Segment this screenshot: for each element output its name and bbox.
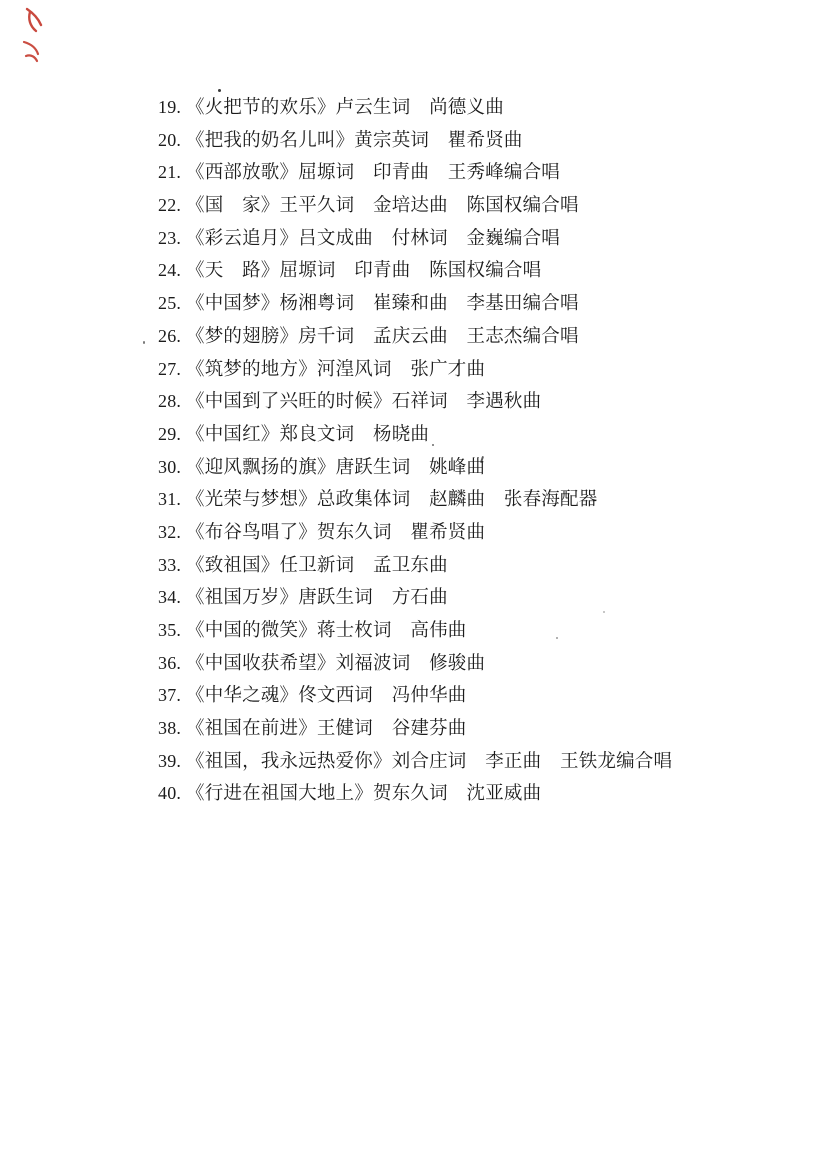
list-item xyxy=(158,391,672,424)
list-item xyxy=(158,424,672,457)
item-text: 《致祖国》任卫新词 孟卫东曲 xyxy=(186,555,448,576)
list-item xyxy=(158,457,672,490)
item-number: 21. xyxy=(158,162,182,183)
list-item xyxy=(158,653,672,686)
item-number: 28. xyxy=(158,391,182,412)
list-item xyxy=(158,130,672,163)
item-text: 《把我的奶名儿叫》黄宗英词 瞿希贤曲 xyxy=(186,130,523,151)
list-item xyxy=(158,228,672,261)
item-number: 19. xyxy=(158,97,182,117)
list-item xyxy=(158,718,672,751)
item-text: 《火把节的欢乐》卢云生词 尚德义曲 xyxy=(186,98,504,118)
item-text: 《西部放歌》屈塬词 印青曲 王秀峰编合唱 xyxy=(186,163,561,184)
item-text: 《中国红》郑良文词 杨晓曲 xyxy=(186,424,430,445)
item-number: 25. xyxy=(158,293,182,314)
list-item xyxy=(158,783,672,816)
list-item xyxy=(158,97,672,130)
item-text: 《中华之魂》佟文西词 冯仲华曲 xyxy=(186,686,467,707)
item-number: 32. xyxy=(158,521,182,542)
list-item xyxy=(158,587,672,620)
list-item xyxy=(158,195,672,228)
item-text: 《布谷鸟唱了》贺东久词 瞿希贤曲 xyxy=(186,522,486,543)
list-item xyxy=(158,620,672,653)
item-number: 23. xyxy=(158,227,182,248)
item-text: 《祖国，我永远热爱你》刘合庄词 李正曲 王铁龙编合唱 xyxy=(186,751,673,772)
list-item xyxy=(158,522,672,555)
red-pen-marks xyxy=(0,0,60,75)
item-number: 27. xyxy=(158,358,182,379)
item-number: 24. xyxy=(158,260,182,281)
list-item xyxy=(158,260,672,293)
item-text: 《行进在祖国大地上》贺东久词 沈亚威曲 xyxy=(186,784,542,805)
list-item xyxy=(158,326,672,359)
item-text: 《国 家》王平久词 金培达曲 陈国权编合唱 xyxy=(186,196,579,217)
item-number: 31. xyxy=(158,489,182,510)
list-item xyxy=(158,162,672,195)
item-number: 40. xyxy=(158,783,182,804)
item-text: 《光荣与梦想》总政集体词 赵麟曲 张春海配器 xyxy=(186,490,598,511)
item-number: 38. xyxy=(158,718,182,739)
item-text: 《彩云追月》吕文成曲 付林词 金巍编合唱 xyxy=(186,228,561,249)
list-item xyxy=(158,751,672,784)
item-number: 30. xyxy=(158,456,182,477)
item-number: 33. xyxy=(158,554,182,575)
item-text: 《祖国在前进》王健词 谷建芬曲 xyxy=(186,719,467,740)
item-number: 37. xyxy=(158,685,182,706)
item-number: 36. xyxy=(158,652,182,673)
item-text: 《祖国万岁》唐跃生词 方石曲 xyxy=(186,588,448,609)
item-number: 39. xyxy=(158,750,182,771)
item-number: 34. xyxy=(158,587,182,608)
item-number: 35. xyxy=(158,620,182,640)
list-item xyxy=(158,555,672,588)
item-text: 《梦的翅膀》房千词 孟庆云曲 王志杰编合唱 xyxy=(186,326,579,347)
item-text: 《中国收获希望》刘福波词 修骏曲 xyxy=(186,653,486,674)
scan-speck xyxy=(218,89,221,92)
item-number: 20. xyxy=(158,129,182,150)
item-text: 《天 路》屈塬词 印青曲 陈国权编合唱 xyxy=(186,261,542,282)
item-text: 《中国梦》杨湘粤词 崔臻和曲 李基田编合唱 xyxy=(186,294,579,315)
item-number: 29. xyxy=(158,423,182,444)
scan-speck xyxy=(143,341,145,344)
song-list xyxy=(158,97,672,816)
item-text: 《迎风飘扬的旗》唐跃生词 姚峰曲 xyxy=(186,457,486,478)
list-item xyxy=(158,359,672,392)
item-number: 26. xyxy=(158,325,182,346)
item-text: 《中国的微笑》蒋士枚词 高伟曲 xyxy=(186,621,467,641)
item-text: 《筑梦的地方》河湟风词 张广才曲 xyxy=(186,359,486,380)
list-item xyxy=(158,685,672,718)
item-number: 22. xyxy=(158,195,182,216)
list-item xyxy=(158,489,672,522)
item-text: 《中国到了兴旺的时候》石祥词 李遇秋曲 xyxy=(186,392,542,413)
list-item xyxy=(158,293,672,326)
